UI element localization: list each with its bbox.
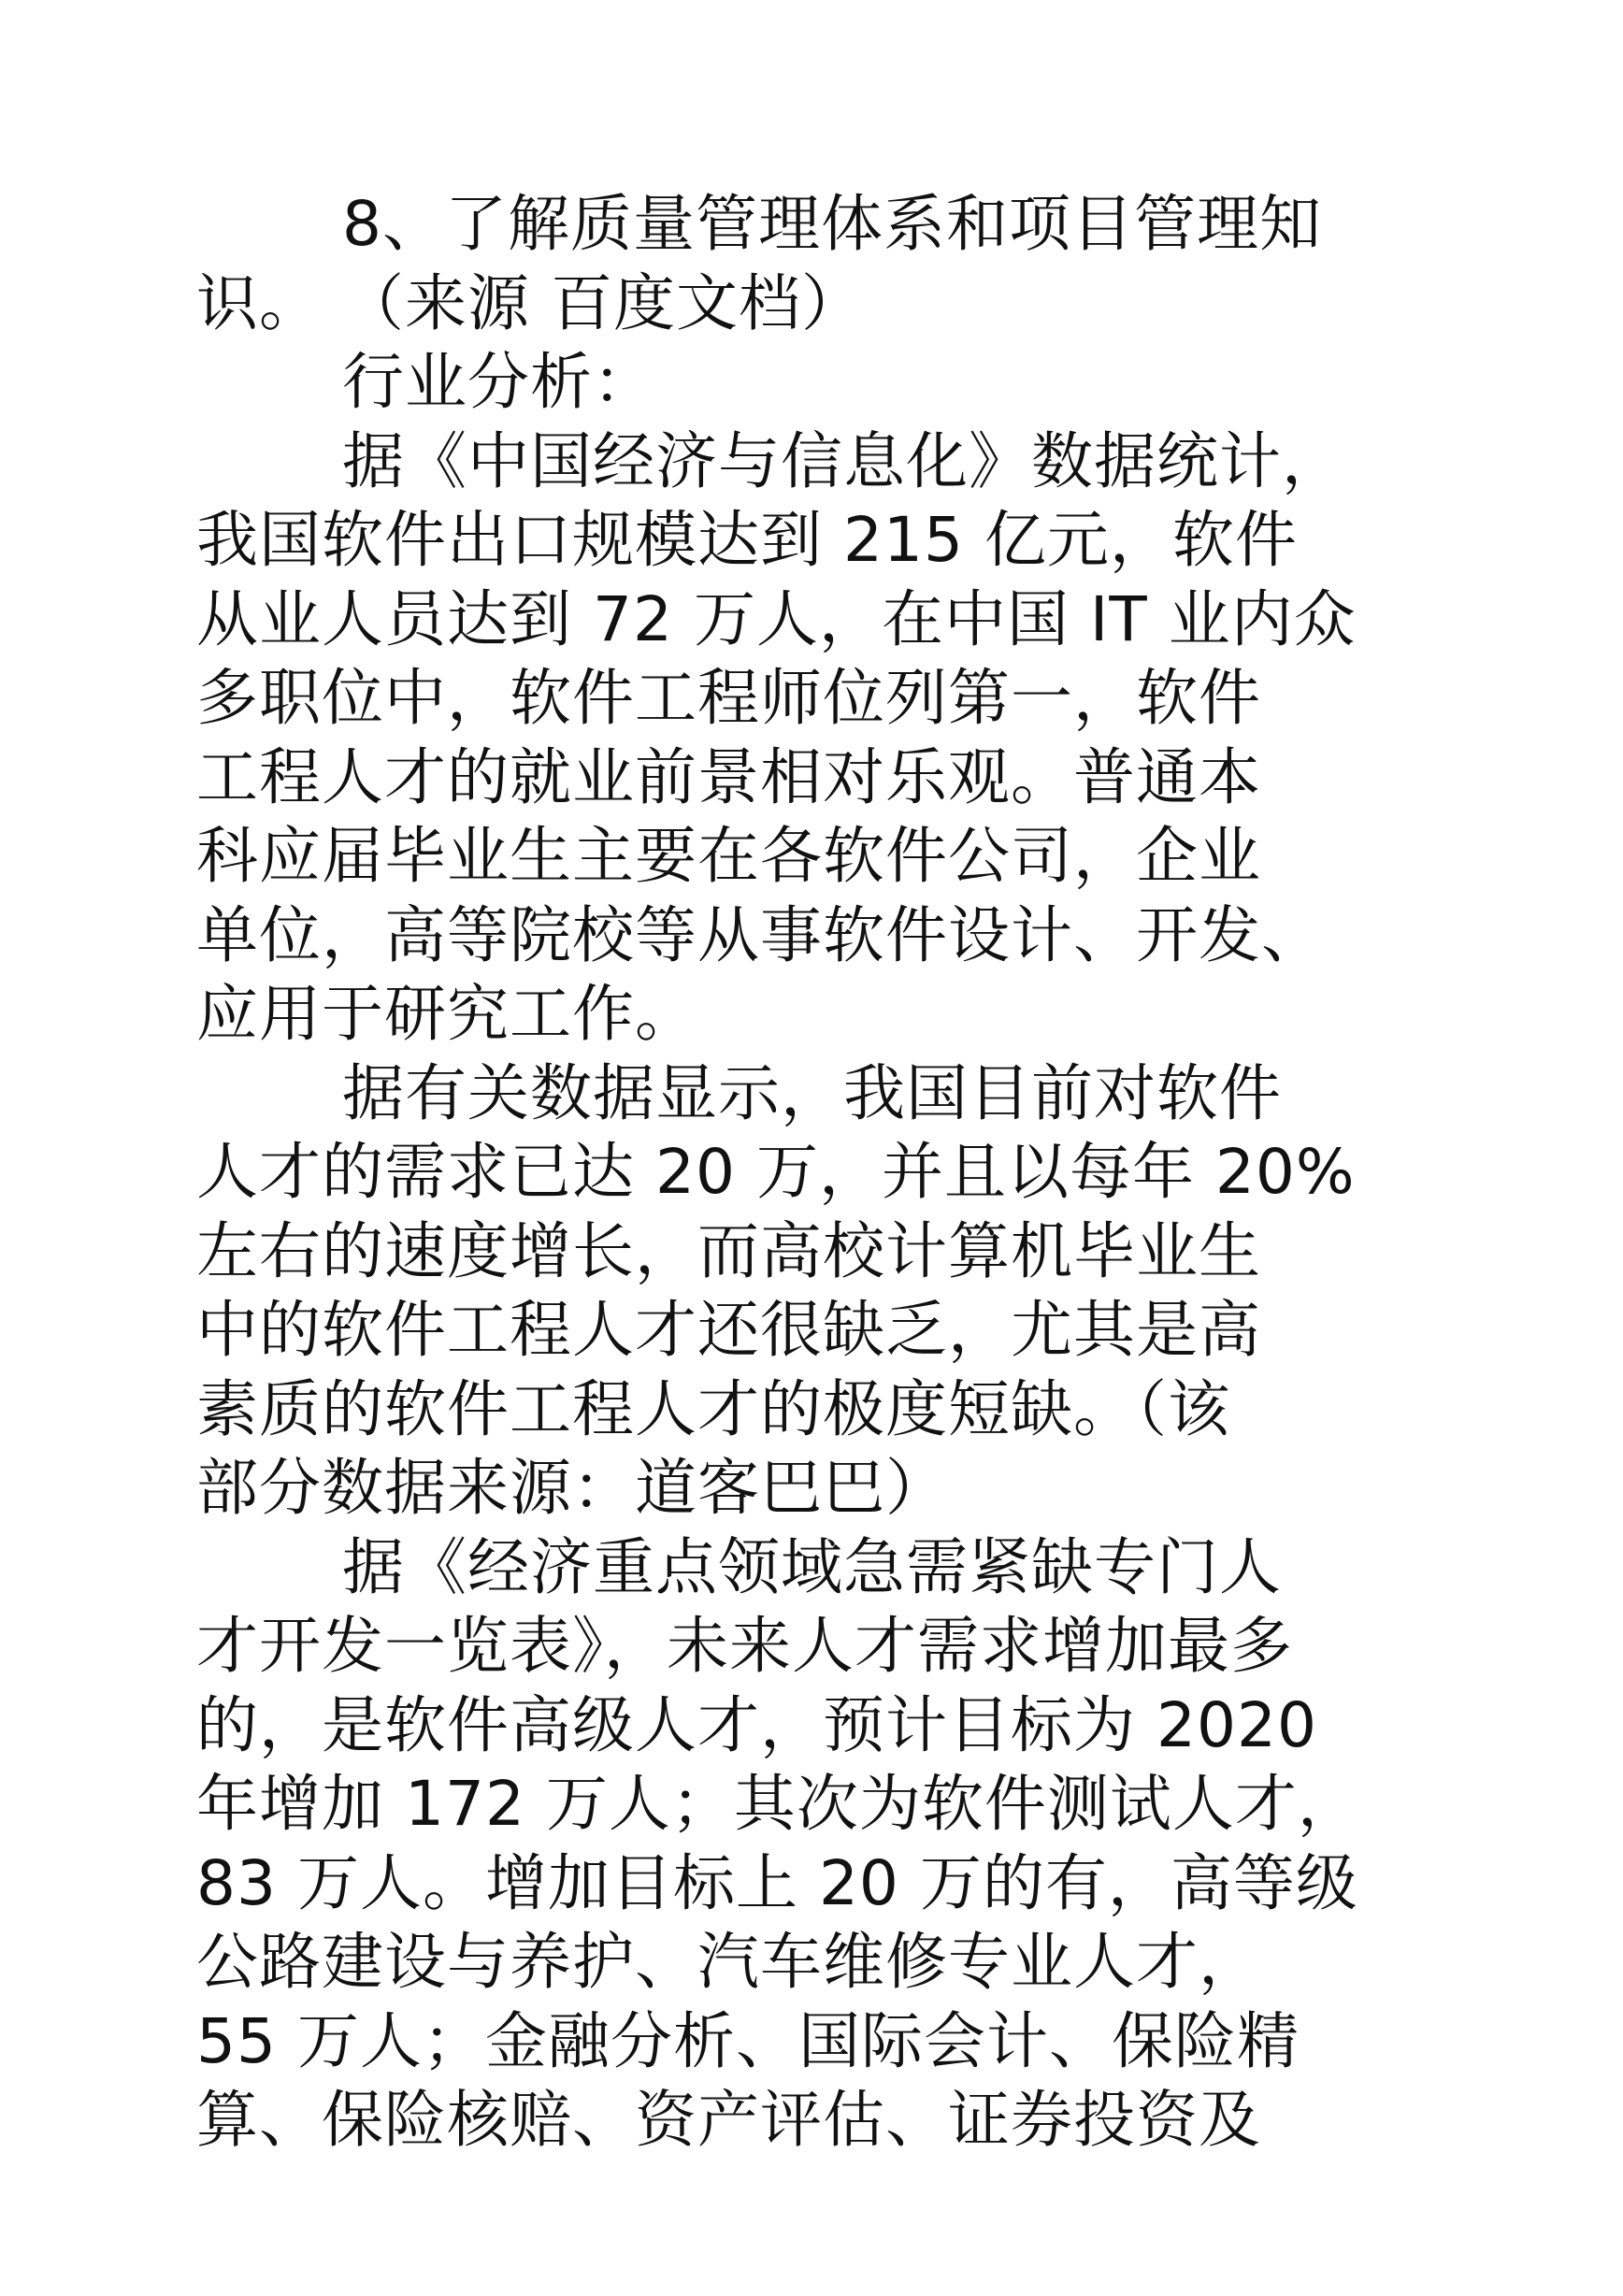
text-line: 55 万人；金融分析、国际会计、保险精	[196, 2004, 1300, 2077]
text-line: 公路建设与养护、汽车维修专业人才，	[196, 1926, 1261, 1998]
text-line: 多职位中，软件工程师位列第一，软件	[196, 662, 1261, 734]
text-line: 据有关数据显示，我国目前对软件	[342, 1056, 1282, 1129]
text-line: 识。 （来源 百度文档）	[196, 266, 864, 339]
text-line: 据《中国经济与信息化》数据统计，	[342, 424, 1344, 497]
text-line: 左右的速度增长，而高校计算机毕业生	[196, 1214, 1261, 1287]
text-line: 8、了解质量管理体系和项目管理知	[342, 188, 1322, 260]
text-line: 的，是软件高级人才，预计目标为 2020	[196, 1688, 1317, 1761]
text-line: 应用于研究工作。	[196, 978, 697, 1050]
text-line: 据《经济重点领域急需紧缺专门人	[342, 1530, 1282, 1603]
text-line: 从业人员达到 72 万人，在中国 IT 业内众	[196, 582, 1357, 655]
text-line: 部分数据来源：道客巴巴）	[196, 1452, 948, 1524]
text-line: 算、保险核赔、资产评估、证券投资及	[196, 2084, 1261, 2156]
text-line: 科应届毕业生主要在各软件公司，企业	[196, 820, 1261, 892]
text-line: 年增加 172 万人；其次为软件测试人才，	[196, 1768, 1360, 1840]
text-line: 单位，高等院校等从事软件设计、开发、	[196, 898, 1324, 971]
text-line: 83 万人。增加目标上 20 万的有，高等级	[196, 1846, 1358, 1919]
text-line: 人才的需求已达 20 万，并且以每年 20%	[196, 1136, 1356, 1208]
text-line: 素质的软件工程人才的极度短缺。（该	[196, 1372, 1230, 1445]
text-line: 我国软件出口规模达到 215 亿元，软件	[196, 504, 1298, 576]
text-line: 中的软件工程人才还很缺乏，尤其是高	[196, 1294, 1261, 1366]
text-line: 才开发一览表》，未来人才需求增加最多	[196, 1610, 1293, 1682]
text-line: 工程人才的就业前景相对乐观。普通本	[196, 740, 1261, 813]
document-body	[196, 185, 1458, 2160]
section-heading: 行业分析：	[342, 346, 655, 418]
